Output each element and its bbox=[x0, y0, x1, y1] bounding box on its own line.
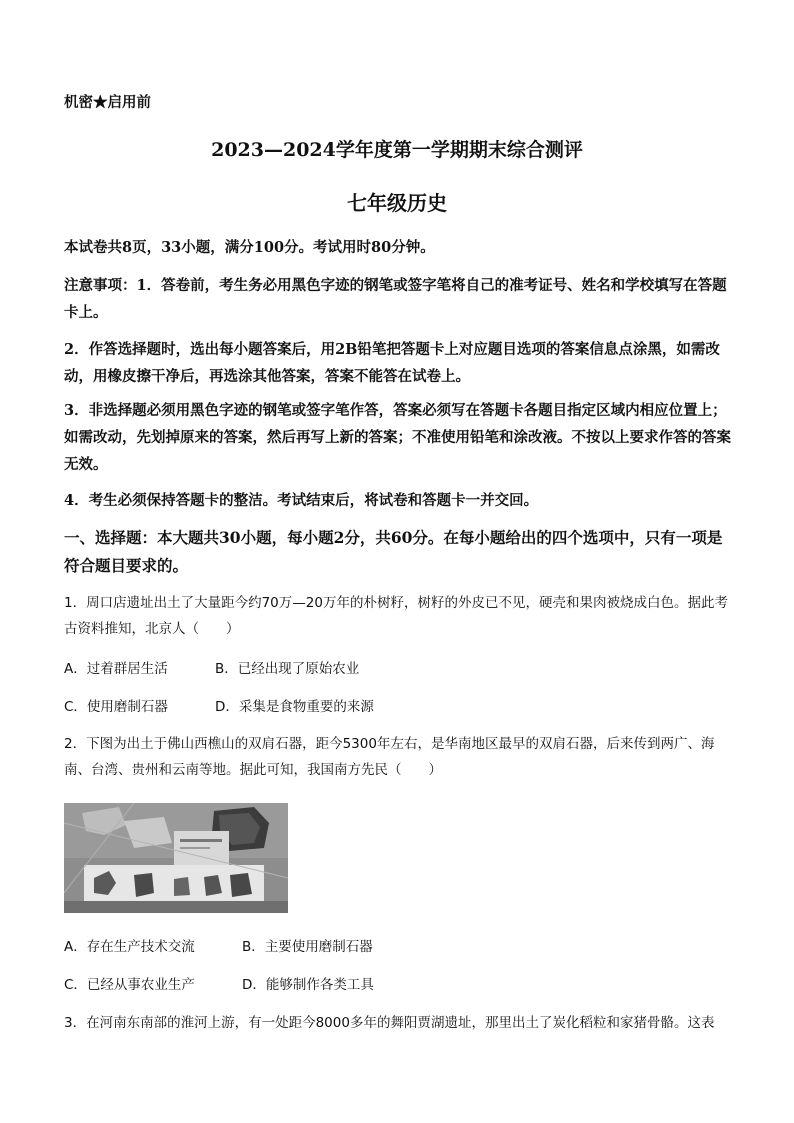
note-2: 2．作答选择题时，选出每小题答案后，用2B铅笔把答题卡上对应题目选项的答案信息点涂黑，如需改动，用橡皮擦干净后，再选涂其他答案，答案不能答在试卷上。 bbox=[64, 341, 720, 385]
question-3-stem: 3．在河南东南部的淮河上游，有一处距今8000多年的舞阳贾湖遗址，那里出土了炭化稻粒和家猪骨骼。这表 bbox=[64, 1015, 715, 1031]
q2-option-a[interactable]: A．存在生产技术交流 bbox=[64, 939, 195, 955]
q1-option-d[interactable]: D．采集是食物重要的来源 bbox=[215, 699, 374, 715]
q2-option-b[interactable]: B．主要使用磨制石器 bbox=[242, 939, 373, 955]
note-4: 4．考生必须保持答题卡的整洁。考试结束后，将试卷和答题卡一并交回。 bbox=[64, 492, 539, 509]
q1-option-c[interactable]: C．使用磨制石器 bbox=[64, 699, 168, 715]
section-heading: 一、选择题：本大题共30小题，每小题2分，共60分。在每小题给出的四个选项中，只有一项是符合题目要求的。 bbox=[64, 528, 723, 575]
note-3: 3．非选择题必须用黑色字迹的钢笔或签字笔作答，答案必须写在答题卡各题目指定区域内相应位置上；如需改动，先划掉原来的答案，然后再写上新的答案；不准使用铅笔和涂改液。不按以上要求作答的答案无效。 bbox=[64, 402, 731, 473]
double-shoulder-stone-tools-photo bbox=[64, 803, 288, 913]
exam-intro: 本试卷共8页，33小题，满分100分。考试用时80分钟。 bbox=[64, 239, 435, 256]
question-2-stem: 2．下图为出土于佛山西樵山的双肩石器，距今5300年左右，是华南地区最早的双肩石器，后来传到两广、海南、台湾、贵州和云南等地。据此可知，我国南方先民（ ） bbox=[64, 736, 715, 778]
exam-title: 2023—2024学年度第一学期期末综合测评 bbox=[211, 139, 583, 161]
exam-subtitle: 七年级历史 bbox=[347, 191, 447, 215]
q2-option-c[interactable]: C．已经从事农业生产 bbox=[64, 977, 195, 993]
question-1-stem: 1．周口店遗址出土了大量距今约70万—20万年的朴树籽，树籽的外皮已不见，硬壳和果肉被烧成白色。据此考古资料推知，北京人（ ） bbox=[64, 595, 728, 637]
note-1: 注意事项：1．答卷前，考生务必用黑色字迹的钢笔或签字笔将自己的准考证号、姓名和学校填写在答题卡上。 bbox=[64, 277, 727, 321]
q1-option-b[interactable]: B．已经出现了原始农业 bbox=[215, 661, 360, 677]
confidential-label: 机密★启用前 bbox=[64, 94, 151, 111]
q1-option-a[interactable]: A．过着群居生活 bbox=[64, 661, 168, 677]
q2-option-d[interactable]: D．能够制作各类工具 bbox=[242, 977, 374, 993]
